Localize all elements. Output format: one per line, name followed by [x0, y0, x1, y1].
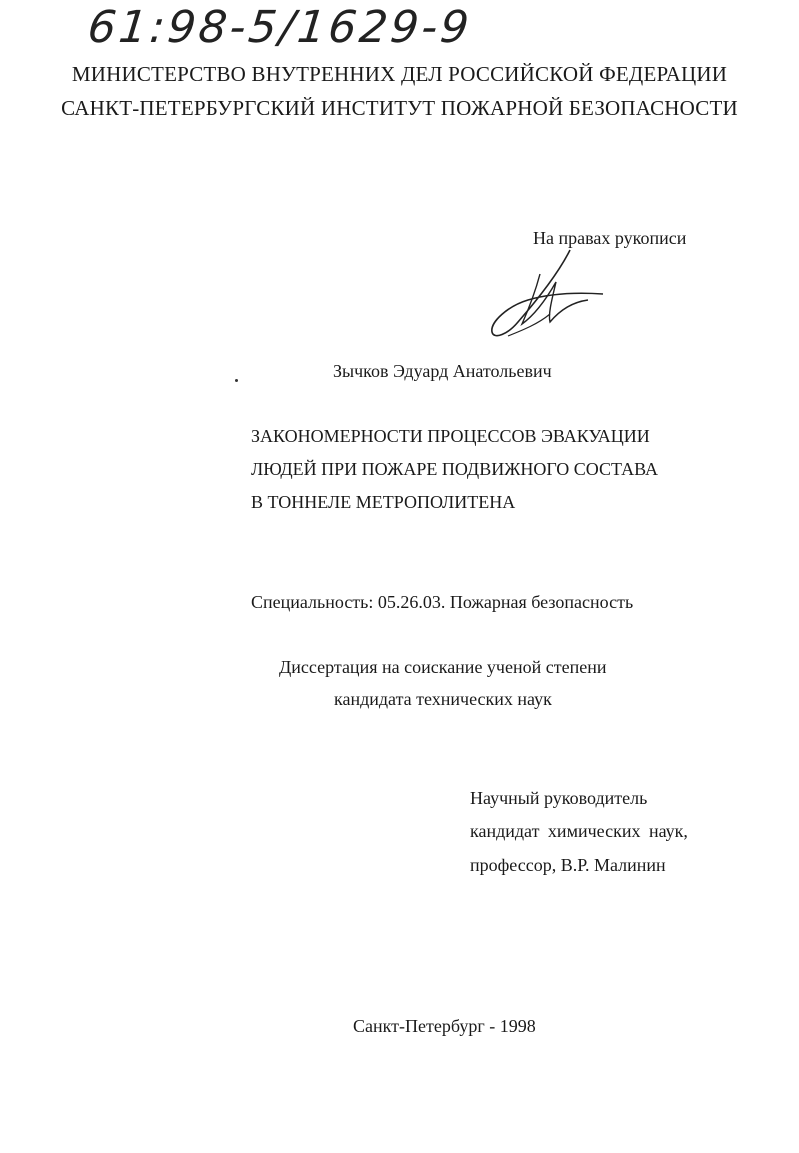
thesis-title-line-2: ЛЮДЕЙ ПРИ ПОЖАРЕ ПОДВИЖНОГО СОСТАВА — [251, 459, 658, 479]
handwritten-archive-number: 61:98-5/1629-9 — [85, 2, 475, 53]
supervisor-degree: кандидат химических наук, — [470, 821, 688, 841]
city-year: Санкт-Петербург - 1998 — [353, 1016, 536, 1036]
supervisor-name: профессор, В.Р. Малинин — [470, 855, 666, 875]
ministry-heading: МИНИСТЕРСТВО ВНУТРЕННИХ ДЕЛ РОССИЙСКОЙ ФЕДЕРАЦИИ — [71, 62, 728, 86]
dissertation-degree-line-1: Диссертация на соискание ученой степени — [279, 657, 607, 677]
specialty-line: Специальность: 05.26.03. Пожарная безопасность — [251, 592, 634, 612]
scan-speck — [235, 379, 238, 382]
manuscript-rights-note: На правах рукописи — [533, 228, 687, 248]
signature — [478, 244, 618, 344]
author-name: Зычков Эдуард Анатольевич — [333, 361, 552, 381]
dissertation-degree-line-2: кандидата технических наук — [334, 689, 552, 709]
supervisor-label: Научный руководитель — [470, 788, 648, 808]
institute-heading: САНКТ-ПЕТЕРБУРГСКИЙ ИНСТИТУТ ПОЖАРНОЙ БЕЗОПАСНОСТИ — [61, 96, 738, 120]
thesis-title-line-3: В ТОННЕЛЕ МЕТРОПОЛИТЕНА — [251, 492, 516, 512]
thesis-title-line-1: ЗАКОНОМЕРНОСТИ ПРОЦЕССОВ ЭВАКУАЦИИ — [251, 426, 650, 446]
